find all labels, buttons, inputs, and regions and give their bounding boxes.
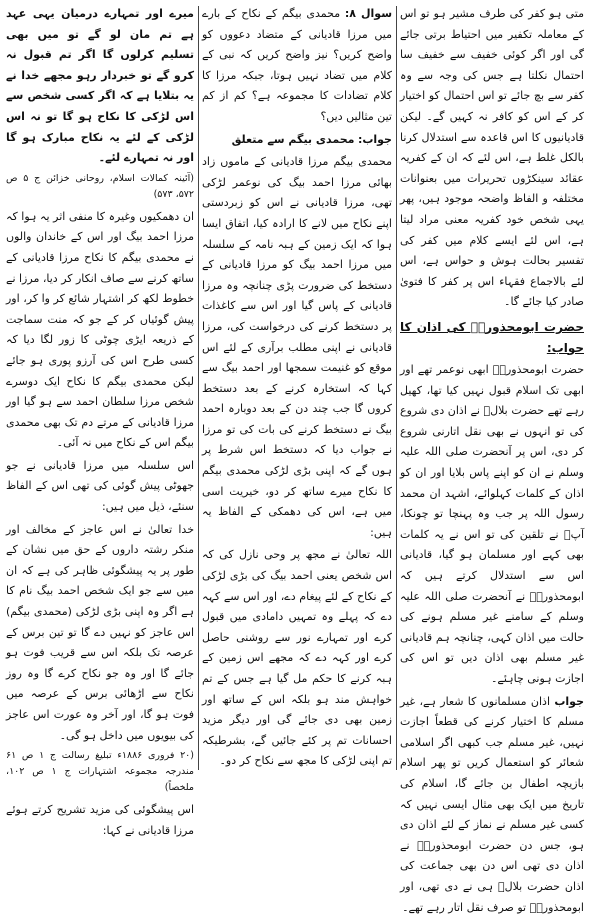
question-label: سوال ۸:	[344, 7, 393, 20]
reference-citation: (آئینہ کمالات اسلام، روحانی خزائن ج ۵ ص ۵۷۲، ۵۷۳)	[6, 172, 194, 200]
answer-label: جواب	[554, 694, 585, 708]
answer-title: محمدی بیگم سے متعلق	[231, 132, 355, 146]
section-heading-abu-mahzura: حضرت ابومحذورہؓ کی اذان کا جواب:	[400, 319, 584, 355]
left-column	[6, 4, 195, 837]
right-column	[400, 4, 585, 914]
answer-paragraph: محمدی بیگم مرزا قادیانی کے ماموں زاد بھائی مرزا احمد بیگ کی نوعمر لڑکی تھی، مرزا قادیانی نے اس کو زبردستی اپنے نکاح میں لانے کا ارادہ کیا، اتفاق ایسا ہوا کہ ایک زمین کے ہبہ نامہ کے سلسلہ میں مرزا احمد بیگ کو مرزا قادیانی کے دستخط کی ضرورت پڑی چنانچہ وہ مرزا قادیانی کے پاس گیا اور اس سے کاغذات پر دستخط کرنے کی درخواست کی، مرزا قادیانی نے اپنی مطلب برآری کے لئے اس موقع کو غنیمت سمجھا اور احمد بیگ سے کہا کہ استخارہ کرنے کے بعد دستخط کروں گا جب چند دن کے بعد دوبارہ احمد بیگ نے دستخط کرنے کی بات کی تو مرزا نے جواب دیا کہ دستخط اس شرط پر ہوں گے کہ اپنی بڑی لڑکی محمدی بیگم کا نکاح میرے ساتھ کر دو، خیریت اسی میں ہے، اس کی دھمکی کے الفاظ یہ ہیں:	[202, 155, 392, 539]
closing-line: اس پیشگوئی کی مزید تشریح کرتے ہوئے مرزا قادیانی نے کہا:	[6, 803, 194, 837]
threat-paragraph: ان دھمکیوں وغیرہ کا منفی اثر یہ ہوا کہ مرزا احمد بیگ اور اس کے خاندان والوں نے محمدی بیگم کا نکاح مرزا قادیانی کے ساتھ کرنے سے صاف انکار کر دیا، مرزا نے خطوط لکھ کر اشتہار شائع کر وا کر، اور پیش گوئیاں کر کے جو کہ منت سماجت کے ذریعہ ایڑی چوٹی کا زور لگا دیا کہ کسی طرح اس کی آرزو پوری ہو جائے لیکن محمدی بیگم کا نکاح ایک دوسرے شخص مرزا سلطان احمد سے ہو گیا اور مرزا قادیانی کے مرتے دم تک بھی محمدی بیگم اس کے نکاح میں نہ آئی۔	[6, 209, 194, 450]
azan-paragraph: حضرت ابومحذورہؓ ابھی نوعمر تھے اور ابھی تک اسلام قبول نہیں کیا تھا، کھیل رہے تھے حضرت بلالؓ نے اذان دی شروع کی تو انہوں نے بھی نقل اتارنی شروع کر دی، اس پر آنحضرت صلی اللہ علیہ وسلم نے ان کو اپنے پاس بلایا اور ان کو اذان کے کلمات کہلوائے، اشہد ان محمد رسول اللہ پر جب وہ پہنچا تو چونکا، آپؐ نے تلقین کی تو اس نے یہ کلمات بھی کہے اور مسلمان ہو گیا، قادیانی اس سے استدلال کرتے ہیں کہ ابومحذورہؓ نے آنحضرت صلی اللہ علیہ وسلم کے سامنے غیر مسلم ہونے کی حالت میں اذان کہی، چنانچہ ہم قادیانی غیر مسلم بھی اذان دیں تو اس کی اجازت ہونی چاہئے۔	[400, 363, 584, 685]
middle-column	[202, 4, 392, 772]
prophecy-intro: اس سلسلہ میں مرزا قادیانی نے جو جھوٹی پیش گوئی کی تھی اس کے الفاظ سنئے، ذیل میں ہیں:	[6, 458, 194, 514]
column-divider	[198, 6, 199, 770]
answer-label: جواب:	[357, 132, 392, 146]
answer-paragraph: اذان مسلمانوں کا شعار ہے، غیر مسلم کا اختیار کرنے کی قطعاً اجازت نہیں، غیر مسلم جب کبھی اگر اسلامی شعائر کو استعمال کریں تو پھر اسلام بازیچہ اطفال بن جائے گا، اسلام کی تاریخ میں ایک بھی مثال ایسی نہیں کہ کسی غیر مسلم نے نماز کے لئے اذان دی ہو، جس دن حضرت ابومحذورہؓ نے اذان دی تھی اس دن بھی جماعت کی اذان حضرت بلالؓ ہی نے دی تھی، اور ابومحذورہؓ تو صرف نقل اتار رہے تھے۔	[400, 694, 584, 914]
quote-paragraph: اللہ تعالیٰ نے مجھ پر وحی نازل کی کہ اس شخص یعنی احمد بیگ کی بڑی لڑکی کے نکاح کے لئے پیغام دے، اور اس سے کہہ دے کہ پہلے وہ تمہیں دامادی میں قبول کرے اور تمہارے نور سے روشنی حاصل کرے اور کہہ دے کہ مجھے اس زمین کے ہبہ کرنے کا حکم مل گیا ہے جس کے تم خواہش مند ہو بلکہ اس کے ساتھ اور زمین بھی دی جائے گی اور دیگر مزید احسانات تم پر کئے جائیں گے، بشرطیکہ تم اپنی لڑکی کا مجھ سے نکاح کر دو۔	[202, 548, 392, 768]
prophecy-quote: خدا تعالیٰ نے اس عاجز کے مخالف اور منکر رشتہ داروں کے حق میں نشان کے طور پر یہ پیشگوئی ظاہر کی ہے کہ ان میں سے جو ایک شخص احمد بیگ نام کا ہے اگر وہ اپنی بڑی لڑکی (محمدی بیگم) اس عاجز کو نہیں دے گا تو تین برس کے عرصہ تک بلکہ اس سے قریب فوت ہو جائے گا اور وہ جو نکاح کرے گا وہ روز نکاح سے اڑھائی برس کے عرصہ میں فوت ہو گا، اور آخر وہ عورت اس عاجز کی بیویوں میں داخل ہو گی۔	[6, 522, 194, 742]
opening-paragraph: میرے اور تمہارے درمیان یہی عہد ہے تم مان لو گے تو میں بھی تسلیم کرلوں گا اگر تم قبول نہ کرو گے تو خبردار رہو مجھے خدا نے یہ بتلایا ہے کہ اگر کسی شخص سے اس لڑکی کا نکاح ہو گا تو نہ اس لڑکی کے لئے یہ نکاح مبارک ہو گا اور نہ تمہارے لئے۔	[6, 7, 194, 165]
reference-citation: (۲۰ فروری ۱۸۸۶ء تبلیغ رسالت ج ۱ ص ۶۱ مندرجہ مجموعہ اشتہارات ج ۱ ص ۱۰۲، ملخصاً)	[6, 750, 195, 794]
intro-paragraph: متی ہو کفر کی طرف مشیر ہو تو اس کے معاملہ تکفیر میں احتیاط برتی جائے گی اور اگر کوئی خفیف سے خفیف سا احتمال نکلتا ہے جس کی وجہ سے وہ کفر سے بچ جائے تو اس احتمال کو اختیار کر کے اس کو کافر نہ کہیں گے۔ لیکن قادیانیوں کا اس قاعدہ سے استدلال کرنا بالکل غلط ہے، اس لئے کہ ان کے کفریہ عقائد سینکڑوں تحریرات میں بعنوانات مختلفہ و الفاظ واضحہ موجود ہیں، پھر یہی شخص خود کفریہ معنی مراد لیتا ہے، اس لئے ایسے کلام میں کفر کی تفسیر بحالت ہوش و حواس ہے، اس لئے بالاجماع فقہاء اس پر کفر کا فتویٰ صادر کیا جائے گا۔	[400, 7, 584, 309]
question-text: محمدی بیگم کے نکاح کے بارے میں مرزا قادیانی کے متضاد دعووں کو واضح کریں؟ نیز واضح کریں کہ نبی کے کلام میں تضاد نہیں ہوتا، جبکہ مرزا کا کلام تضادات کا مجموعہ ہے؟ کم از کم تین مثالیں دیں؟	[202, 7, 392, 123]
column-divider	[396, 6, 397, 770]
